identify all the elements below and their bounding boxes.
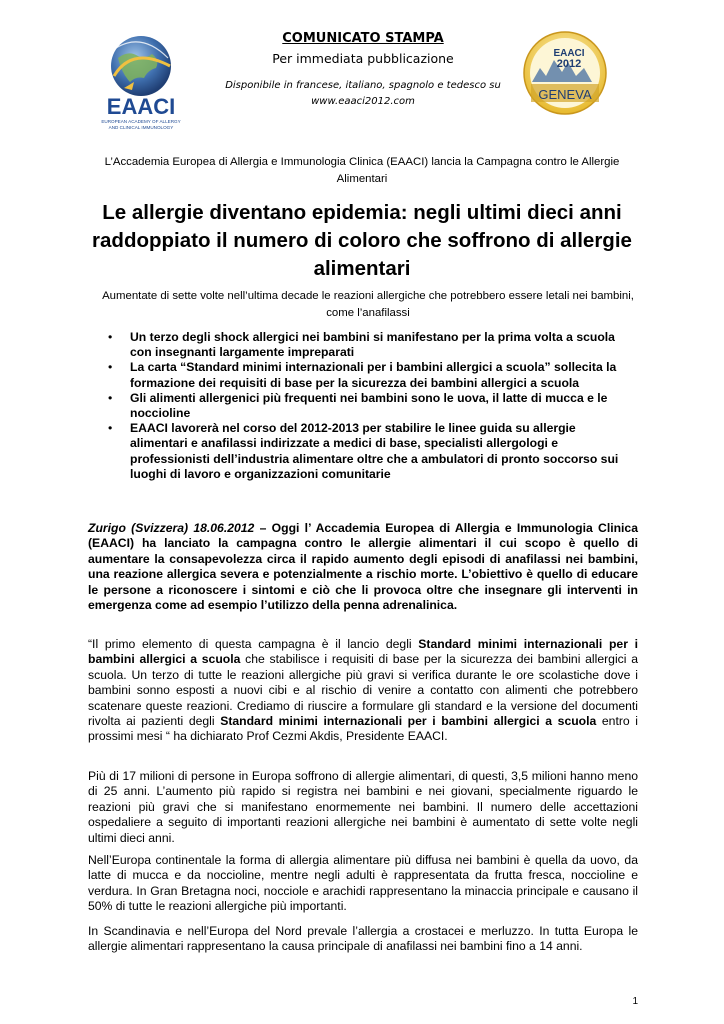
letterhead (0, 0, 724, 150)
bullet-icon: • (108, 330, 113, 344)
key-points-list (105, 330, 635, 482)
quote-text-2: che stabilisce i requisiti di base per la sicurezza dei bambini allergici a scuola. Un terzo di tutte le reazioni allergiche più gravi si verifica durante le ore scolastiche dove i bambini sonno esposti a nuovi cibi e al rischio di venire a contatto con alimenti che potrebbero scatenare queste reazioni. Crediamo di riuscire a formulare gli standard e la versione del documenti rivolta ai pazienti degli (88, 652, 638, 729)
key-point (105, 391, 635, 421)
geneva-logo-eaaci: EAACI (553, 48, 585, 59)
key-point-text: La carta “Standard minimi internazionali per i bambini allergici a scuola” sollecita la formazione dei requisiti di base per la sicurezza dei bambini allergici a scuola (130, 360, 617, 390)
press-release-title: COMUNICATO STAMPA (282, 31, 444, 46)
eaaci-2012-geneva-logo (522, 30, 608, 116)
eaaci-wordmark: EAACI (106, 94, 176, 119)
bullet-icon: • (108, 390, 113, 405)
key-point (105, 330, 635, 360)
key-point-text: Un terzo degli shock allergici nei bambini si manifestano per la prima volta a scuola con insegnanti largamente impreparati (130, 330, 615, 360)
geneva-logo-city: GENEVA (538, 87, 592, 102)
key-point-text: Gli alimenti allergenici più frequenti nei bambini sono le uova, il latte di mucca e le noccioline (130, 390, 608, 421)
key-point (105, 360, 635, 390)
press-release-subtitle: Per immediata pubblicazione (272, 51, 454, 66)
eaaci-tagline-1: EUROPEAN ACADEMY OF ALLERGY (101, 119, 181, 124)
eaaci-globe-logo (86, 28, 196, 138)
standard-title-2: Standard minimi internazionali per i bambini allergici a scuola (220, 714, 597, 729)
page-number: 1 (632, 996, 638, 1007)
statistics-paragraph: Più di 17 milioni di persone in Europa soffrono di allergie alimentari, di questi, 3,5 milioni hanno meno di 25 anni. L’aumento più rapido si registra nei bambini e nei giovani, specialmente riguardo le reazioni più gravi che si manifestano enormemente nei bambini. Il numero delle accettazioni ospedaliere a seguito di importanti reazioni allergiche nei bambini è aumentato di sette volte negli ultimi dieci anni. (88, 769, 638, 845)
quote-text-3: entro i prossimi mesi “ ha dichiarato Prof Cezmi Akdis, Presidente EAACI. (88, 714, 638, 744)
lead-paragraph (88, 521, 638, 613)
lead-paragraph-text: – Oggi l’ Accademia Europea di Allergia e Immunologia Clinica (EAACI) ha lanciato la campagna contro le allergie alimentari il cui scopo è quello di aumentare la consapevolezza circa il rapido aumento degli episodi di anafilassi nei bambini, una reazione allergica severa e potenzialmente a rischio morte. L’obiettivo è quello di educare le persone a riconoscere i sintomi e ciò che li provoca oltre che insegnare gli interventi in emergenza come ad esempio l’utilizzo della penna adrenalinica. (88, 521, 638, 613)
eaaci-tagline-2: AND CLINICAL IMMUNOLOGY (108, 125, 174, 130)
quote-text-1: “Il primo elemento di questa campagna è il lancio degli (88, 637, 419, 651)
scandinavia-paragraph: In Scandinavia e nell’Europa del Nord prevale l’allergia a crostacei e merluzzo. In tutta Europa le allergie alimentari rappresentano la causa principale di anafilassi nei bambini fino a 14 anni. (88, 924, 638, 954)
bullet-icon: • (108, 421, 113, 436)
key-point (105, 421, 635, 482)
headline: Le allergie diventano epidemia: negli ultimi dieci anni raddoppiato il numero di coloro che soffrono di allergie alimentari (92, 201, 632, 280)
intro-line: L’Accademia Europea di Allergia e Immunologia Clinica (EAACI) lancia la Campagna contro le Allergie Alimentari (104, 156, 620, 185)
key-point-text: EAACI lavorerà nel corso del 2012-2013 per stabilire le linee guida su allergie alimentari e anafilassi indirizzate a medici di base, specialisti allergologi e professionisti dell’industria alimentare oltre che a ambulatori di pronto soccorso sui luoghi di lavoro e organizzazioni comunitarie (130, 421, 619, 481)
bullet-icon: • (108, 360, 113, 375)
continental-europe-paragraph: Nell’Europa continentale la forma di allergia alimentare più diffusa nei bambini è quella da uovo, da latte di mucca e da noccioline, mentre negli adulti è rappresentata da frutta fresca, noccioline e verdura. In Gran Bretagna noci, nocciole e arachidi rappresentano la minaccia principale e causano il 50% di tutte le reazioni allergiche più importanti. (88, 853, 638, 914)
quote-paragraph (88, 637, 638, 745)
availability-note: Disponibile in francese, italiano, spagnolo e tedesco su www.eaaci2012.com (225, 80, 501, 107)
geneva-logo-year: 2012 (556, 58, 582, 70)
subheadline: Aumentate di sette volte nell’ultima decade le reazioni allergiche che potrebbero essere letali nei bambini, come l’anafilassi (102, 290, 634, 319)
header-text (225, 30, 501, 110)
standard-title-1: Standard minimi internazionali per i bambini allergici a scuola (88, 637, 638, 667)
dateline: Zurigo (Svizzera) 18.06.2012 (88, 521, 255, 535)
